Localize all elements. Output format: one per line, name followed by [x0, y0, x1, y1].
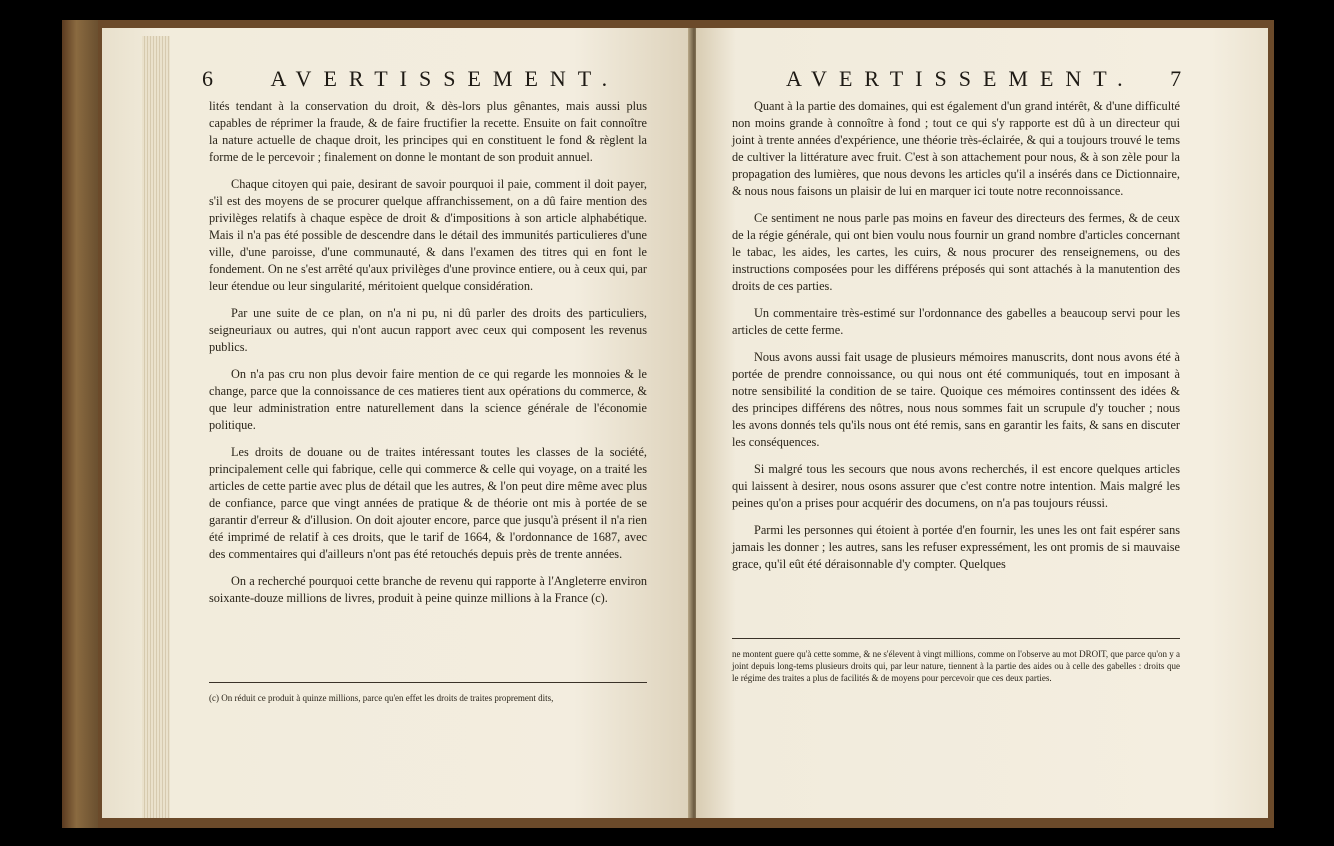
paragraph: Quant à la partie des domaines, qui est également d'un grand intérêt, & d'une difficulté non moins grande à connoître à fond ; tout ce qui s'y rapporte est dû à un directeur qui joint à trente années d'expérience, une théorie très-éclairée, & qui a toujours trouvé le tems de cultiver la littérature avec fruit. C'est à son attachement pour nous, & à son zèle pour la propagation des lumières, que nous devons les articles qu'il a insérés dans ce Dictionnaire, & nous nous faisons un plaisir de lui en marquer ici toute notre reconnoissance.: [732, 99, 1180, 198]
open-book: [62, 20, 1274, 828]
book-cover-edge: [62, 20, 98, 828]
footnote-rule: [732, 638, 1180, 639]
paragraph: lités tendant à la conservation du droit, & dès-lors plus gênantes, mais aussi plus capables de réprimer la fraude, & de faire fructifier la recette. Ensuite on fait connoître la nature actuelle de chaque droit, les principes qui en constituent le fond & règlent la forme de le percevoir ; finalement on donne le montant de son produit annuel.: [209, 99, 647, 164]
paragraph: Par une suite de ce plan, on n'a ni pu, ni dû parler des droits des particuliers, seigneuriaux ou autres, qui n'ont aucun rapport avec ceux qui composent les revenus publics.: [209, 306, 647, 354]
right-page: [696, 28, 1268, 818]
right-page-number: 7: [1170, 66, 1182, 91]
paragraph: Les droits de douane ou de traites intéressant toutes les classes de la société, principalement celle qui fabrique, celle qui commerce & celle qui voyage, on a traité les articles de cette partie avec plus de détail que les autres, & l'on peut dire même avec plus de confiance, parce que vingt années de pratique & de théorie ont mis à portée de se garantir d'erreur & d'illusion. On doit ajouter encore, parce que jusqu'à présent il n'a rien été imprimé de relatif à ces droits, que le tarif de 1664, & l'ordonnance de 1687, avec des commentaires qui d'ailleurs n'ont pas été retouchés depuis près de trente années.: [209, 445, 647, 561]
paragraph: Nous avons aussi fait usage de plusieurs mémoires manuscrits, dont nous avons été à portée de prendre connoissance, ou qui nous ont été communiqués, tout en imposant à notre sensibilité la condition de se taire. Quoique ces mémoires continssent des idées & des principes différens des nôtres, nous nous sommes fait un scrupule d'y toucher ; nous les avons donnés tels qu'ils nous ont été remis, sans en garantir les faits, & sans en discuter les conséquences.: [732, 350, 1180, 449]
left-footnote: (c) On réduit ce produit à quinze millions, parce qu'en effet les droits de traites proprement dits,: [209, 693, 554, 703]
left-body-text: [209, 98, 647, 617]
paragraph: On a recherché pourquoi cette branche de revenu qui rapporte à l'Angleterre environ soixante-douze millions de livres, produit à peine quinze millions à la France (c).: [209, 574, 647, 605]
paragraph: Parmi les personnes qui étoient à portée d'en fournir, les unes les ont fait espérer sans jamais les donner ; les autres, sans les refuser expressément, les ont promis de si mauvaise grace, qu'il eût été déraisonnable d'y compter. Quelques: [732, 523, 1180, 571]
right-footnote: ne montent guere qu'à cette somme, & ne s'élevent à vingt millions, comme on l'observe au mot DROIT, que parce qu'on y a joint depuis long-tems plusieurs droits qui, par leur nature, tiennent à la partie des aides ou à celle des gabelles : droits que le régime des traites a plus de facilités & de moyens pour percevoir que ces deux parties.: [732, 649, 1180, 683]
page-edges: [142, 36, 170, 818]
footnote-rule: [209, 682, 647, 683]
right-head-title: AVERTISSEMENT.: [786, 66, 1135, 91]
paragraph: Un commentaire très-estimé sur l'ordonnance des gabelles a beaucoup servi pour les articles de cette ferme.: [732, 306, 1180, 337]
paragraph: Chaque citoyen qui paie, desirant de savoir pourquoi il paie, comment il doit payer, s'il est des moyens de se procurer quelque affranchissement, on a dû faire mention des privilèges relatifs à chaque espèce de droit & d'impositions à son article alphabétique. Mais il n'a pas été possible de descendre dans le détail des immunités particulieres d'une ville, d'une paroisse, d'une communauté, & dans l'examen des titres qui en font le fondement. On ne s'est arrêté qu'aux privilèges d'une province entiere, ou à ceux qui, par leur étendue ou leur singularité, méritoient quelque considération.: [209, 177, 647, 293]
paragraph: Si malgré tous les secours que nous avons recherchés, il est encore quelques articles qui laissent à desirer, nous osons assurer que c'est contre notre intention. Mais malgré les peines qu'on a prises pour acquérir des documens, on n'a pas toujours réussi.: [732, 462, 1180, 510]
right-body-text: [732, 98, 1180, 583]
left-running-head: [202, 66, 619, 92]
left-page: [102, 28, 692, 818]
paragraph: On n'a pas cru non plus devoir faire mention de ce qui regarde les monnoies & le change, parce que la connoissance de ces matieres tient aux opérations du commerce, & que leur administration entre naturellement dans la science générale de l'économie politique.: [209, 367, 647, 432]
left-page-number: 6: [202, 66, 213, 91]
paragraph: Ce sentiment ne nous parle pas moins en faveur des directeurs des fermes, & de ceux de la régie générale, qui ont bien voulu nous fournir un grand nombre d'articles concernant le tabac, les aides, les cartes, les cuirs, & nous procurer des renseignemens, ou des instructions composées pour les différens préposés qui sont attachés à la manutention des droits de ces parties.: [732, 211, 1180, 293]
left-head-title: AVERTISSEMENT.: [270, 66, 620, 91]
right-running-head: [786, 66, 1181, 92]
